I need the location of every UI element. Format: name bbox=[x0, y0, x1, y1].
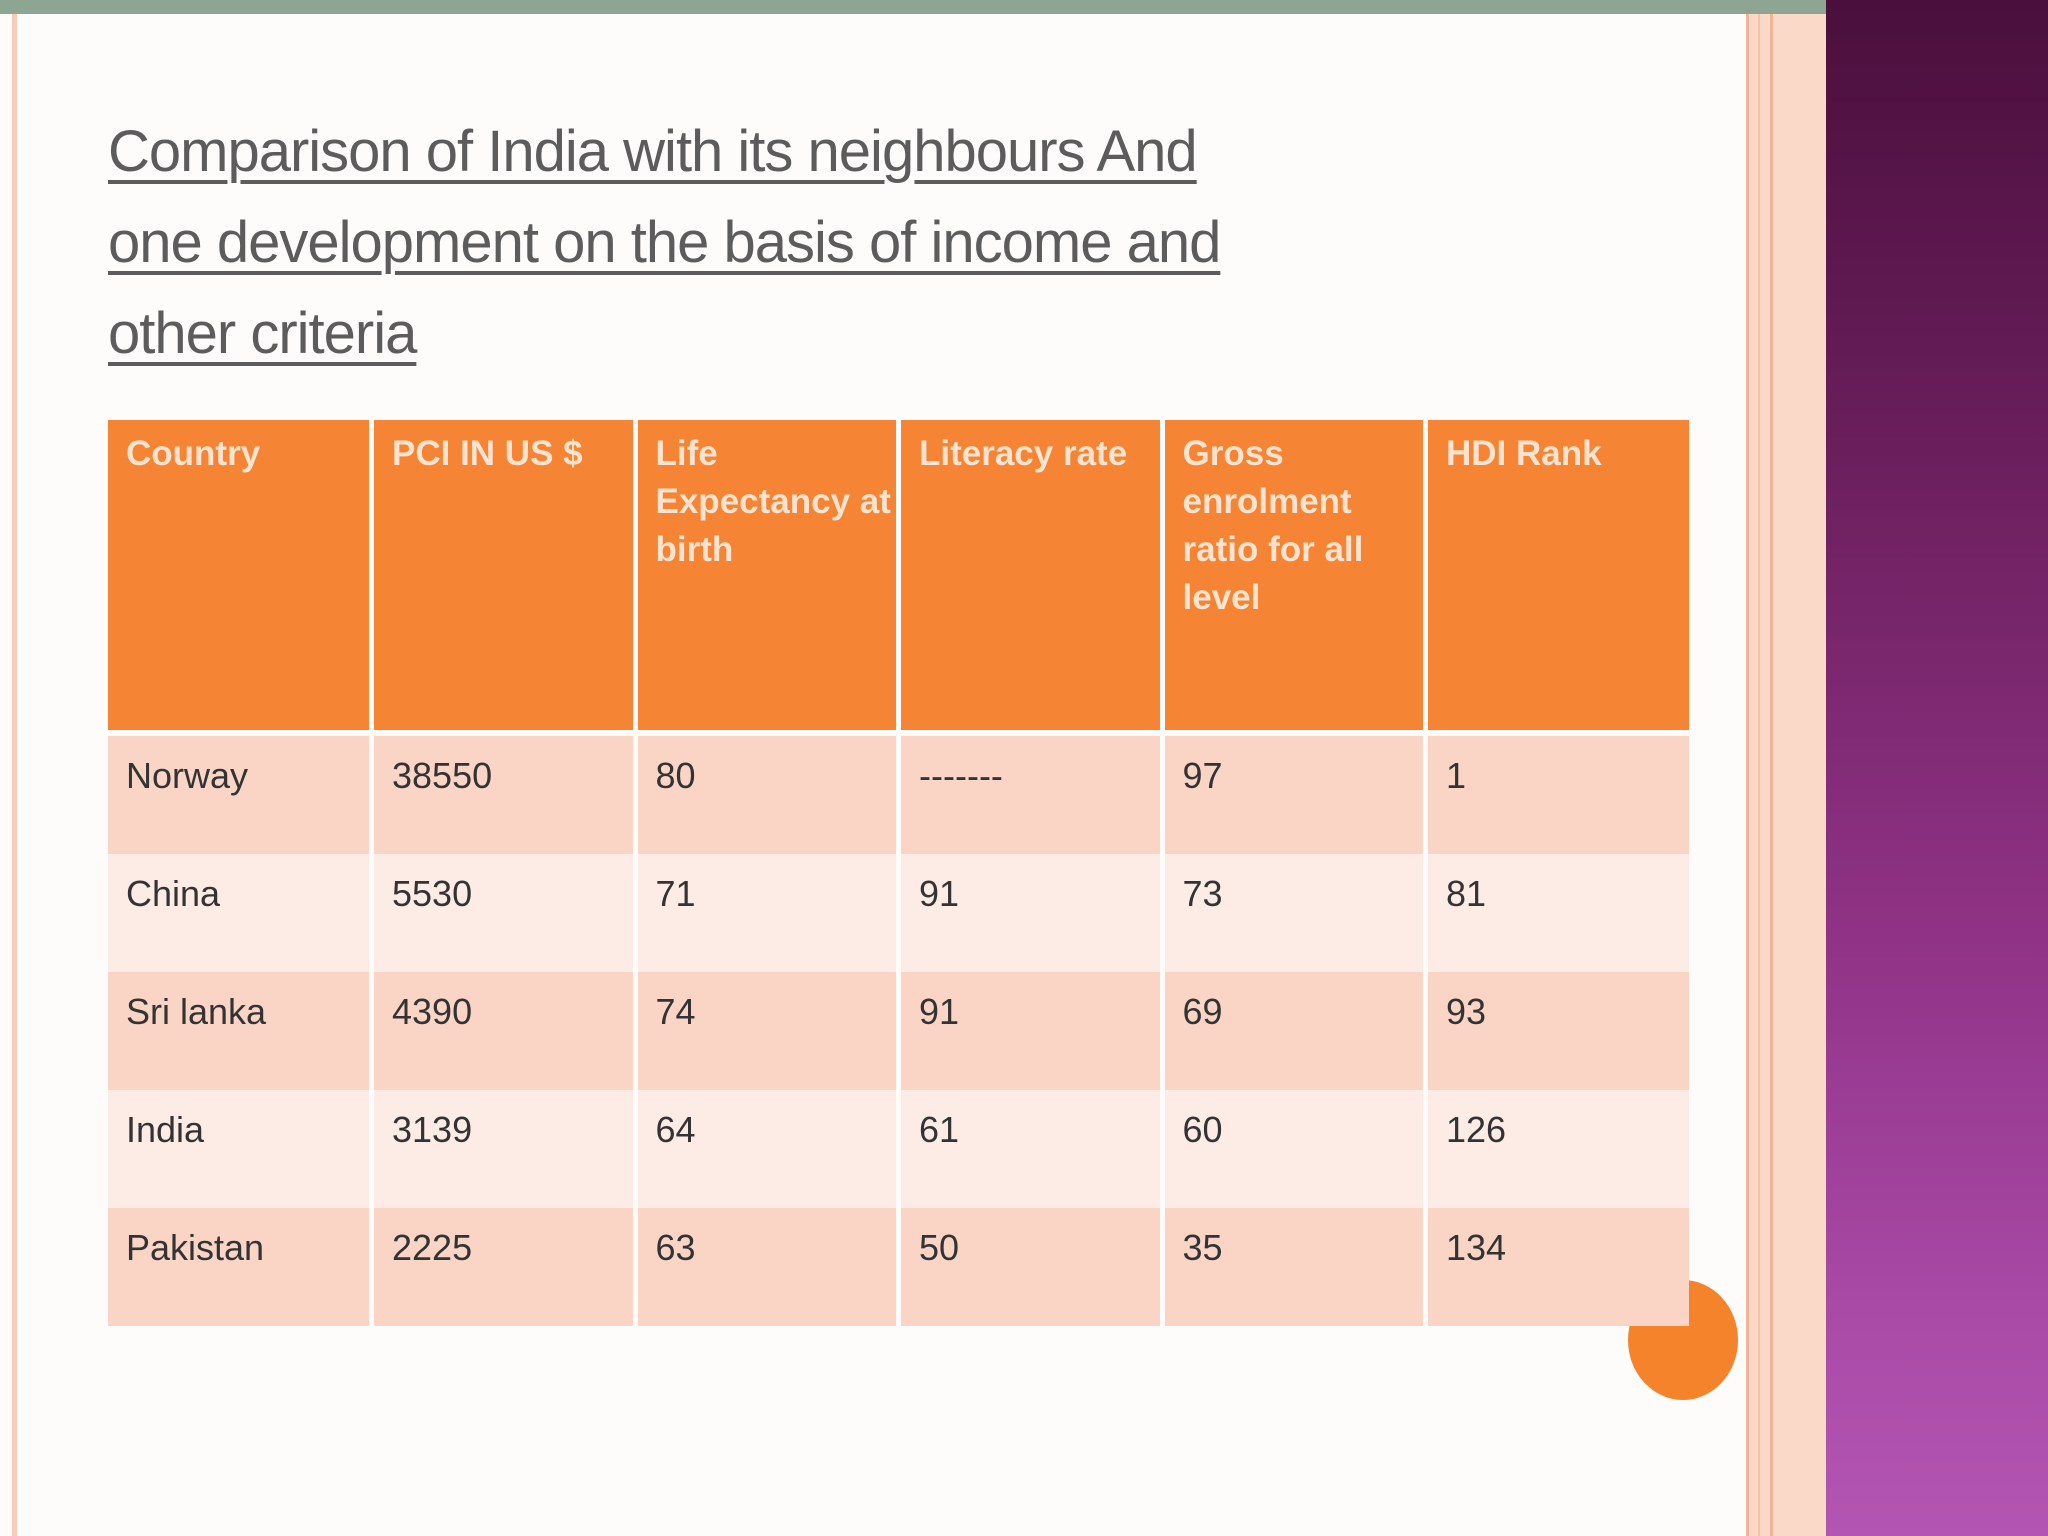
right-border-line bbox=[1758, 14, 1760, 1536]
table-cell: 126 bbox=[1426, 1090, 1690, 1208]
table-cell: China bbox=[108, 854, 372, 972]
table-cell: 35 bbox=[1162, 1208, 1426, 1326]
slide-title bbox=[108, 106, 1558, 379]
table-cell: Pakistan bbox=[108, 1208, 372, 1326]
table-cell: 4390 bbox=[372, 972, 636, 1090]
comparison-table-container bbox=[108, 420, 1689, 1326]
table-cell: 63 bbox=[635, 1208, 899, 1326]
left-border-rule bbox=[12, 14, 17, 1536]
table-cell: 97 bbox=[1162, 733, 1426, 854]
table-cell: 50 bbox=[899, 1208, 1163, 1326]
table-cell: 134 bbox=[1426, 1208, 1690, 1326]
table-cell: 74 bbox=[635, 972, 899, 1090]
table-cell: 91 bbox=[899, 854, 1163, 972]
title-line-1: Comparison of India with its neighbours And bbox=[108, 119, 1197, 184]
header-hdi-rank: HDI Rank bbox=[1426, 420, 1690, 733]
header-pci: PCI IN US $ bbox=[372, 420, 636, 733]
table-cell: 3139 bbox=[372, 1090, 636, 1208]
table-cell: 5530 bbox=[372, 854, 636, 972]
table-cell: 81 bbox=[1426, 854, 1690, 972]
table-cell: 2225 bbox=[372, 1208, 636, 1326]
table-row bbox=[108, 1208, 1689, 1326]
table-cell: 73 bbox=[1162, 854, 1426, 972]
header-literacy-rate: Literacy rate bbox=[899, 420, 1163, 733]
header-gross-enrolment: Gross enrolment ratio for all level bbox=[1162, 420, 1426, 733]
table-cell: 64 bbox=[635, 1090, 899, 1208]
comparison-table bbox=[108, 420, 1689, 1326]
table-cell: 38550 bbox=[372, 733, 636, 854]
table-row bbox=[108, 1090, 1689, 1208]
table-cell: 61 bbox=[899, 1090, 1163, 1208]
table-cell: 71 bbox=[635, 854, 899, 972]
table-cell: 80 bbox=[635, 733, 899, 854]
table-cell: 60 bbox=[1162, 1090, 1426, 1208]
table-header-row bbox=[108, 420, 1689, 733]
table-row bbox=[108, 854, 1689, 972]
table-cell: India bbox=[108, 1090, 372, 1208]
title-line-2: one development on the basis of income and bbox=[108, 210, 1221, 275]
table-cell: 1 bbox=[1426, 733, 1690, 854]
table-cell: 69 bbox=[1162, 972, 1426, 1090]
table-cell: 91 bbox=[899, 972, 1163, 1090]
right-border-line bbox=[1746, 14, 1749, 1536]
header-life-expectancy: Life Expectancy at birth bbox=[635, 420, 899, 733]
table-cell: ------- bbox=[899, 733, 1163, 854]
table-cell: 93 bbox=[1426, 972, 1690, 1090]
header-country: Country bbox=[108, 420, 372, 733]
table-cell: Norway bbox=[108, 733, 372, 854]
top-accent-bar bbox=[0, 0, 1826, 14]
title-line-3: other criteria bbox=[108, 301, 417, 366]
table-cell: Sri lanka bbox=[108, 972, 372, 1090]
purple-side-panel bbox=[1826, 0, 2048, 1536]
right-border-line bbox=[1770, 14, 1773, 1536]
table-row bbox=[108, 733, 1689, 854]
table-row bbox=[108, 972, 1689, 1090]
